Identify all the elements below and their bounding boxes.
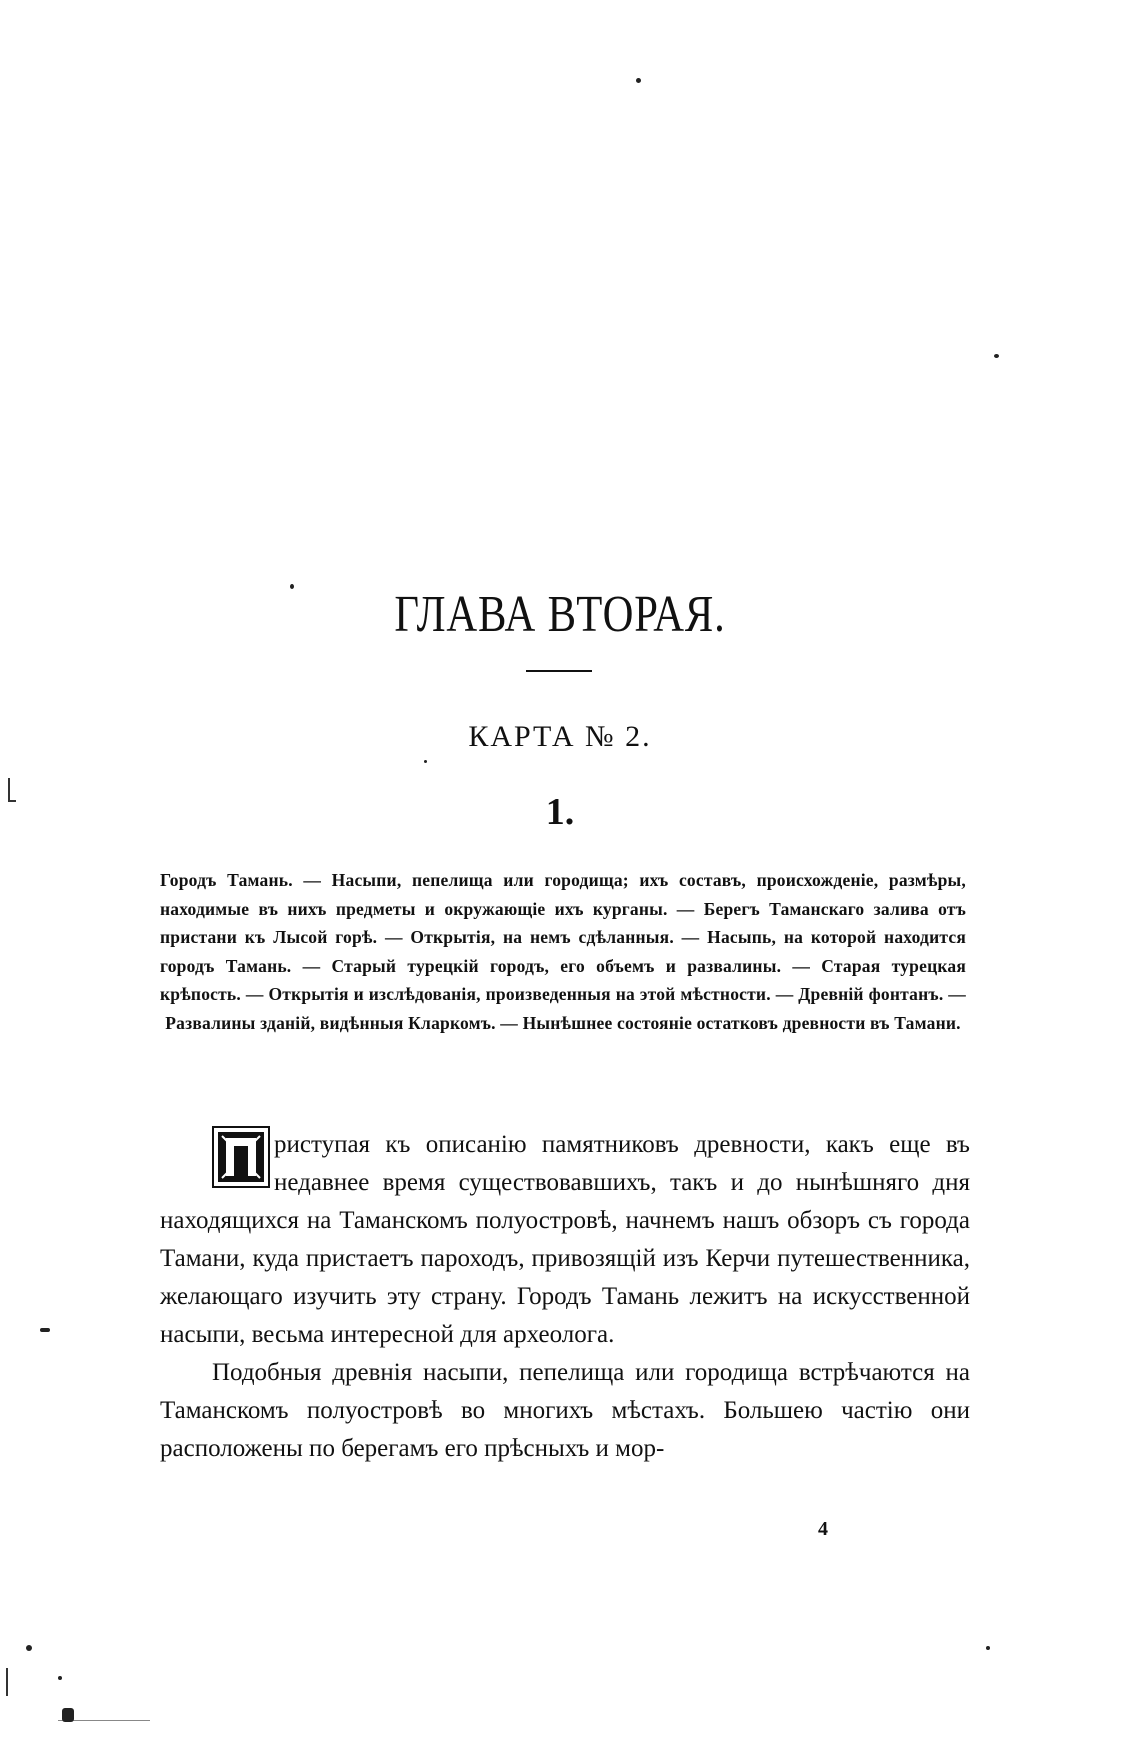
scan-speck xyxy=(26,1645,32,1651)
section-number: 1. xyxy=(545,791,575,833)
title-rule xyxy=(526,670,592,672)
paragraph-first xyxy=(160,1126,970,1354)
scan-speck xyxy=(40,1328,50,1332)
body-text xyxy=(160,1126,970,1468)
scan-edge-mark xyxy=(6,1668,8,1696)
scan-speck xyxy=(58,1676,62,1680)
scan-speck xyxy=(62,1708,74,1722)
scan-edge-mark xyxy=(8,778,10,802)
paragraph-1-text: риступая къ описанію памятниковъ древности, какъ еще въ недавнее время существовавшихъ, такъ и до нынѣшняго дня находящихся на Таманскомъ полуостровѣ, начнемъ нашъ обзоръ съ города Тамани, куда пристаетъ пароходъ, привозящій изъ Керчи путешественника, желающаго изучить эту страну. Городъ Тамань лежитъ на искусственной насыпи, весьма интересной для археолога. xyxy=(160,1131,970,1348)
scan-speck xyxy=(290,584,294,589)
map-label: КАРТА № 2. xyxy=(468,720,652,753)
drop-cap-ornament xyxy=(212,1126,270,1188)
scan-speck xyxy=(994,354,999,358)
scan-edge-mark xyxy=(8,800,16,802)
chapter-summary: Городъ Тамань. — Насыпи, пепелища или городища; ихъ составъ, происхожденіе, размѣры, находимые въ нихъ предметы и окружающіе ихъ курганы. — Берегъ Таманскаго залива отъ пристани къ Лысой горѣ. — Открытія, на немъ сдѣланныя. — Насыпь, на которой находится городъ Тамань. — Старый турецкій городъ, его объемъ и развалины. — Старая турецкая крѣпость. — Открытія и изслѣдованія, произведенныя на этой мѣстности. — Древній фонтанъ. — Развалины зданій, видѣнныя Кларкомъ. — Нынѣшнее состояніе остатковъ древности въ Тамани. xyxy=(160,870,966,1033)
scan-speck xyxy=(986,1646,990,1650)
scan-speck xyxy=(424,760,427,763)
paragraph-2-text: Подобныя древнія насыпи, пепелища или городища встрѣчаются на Таманскомъ полуостровѣ во многихъ мѣстахъ. Большею частію они расположены по берегамъ его прѣсныхъ и мор- xyxy=(160,1359,970,1462)
chapter-title: ГЛАВА ВТОРАЯ. xyxy=(394,586,726,643)
page-number: 4 xyxy=(818,1518,828,1540)
paragraph-second xyxy=(160,1354,970,1468)
scan-speck xyxy=(636,78,641,83)
